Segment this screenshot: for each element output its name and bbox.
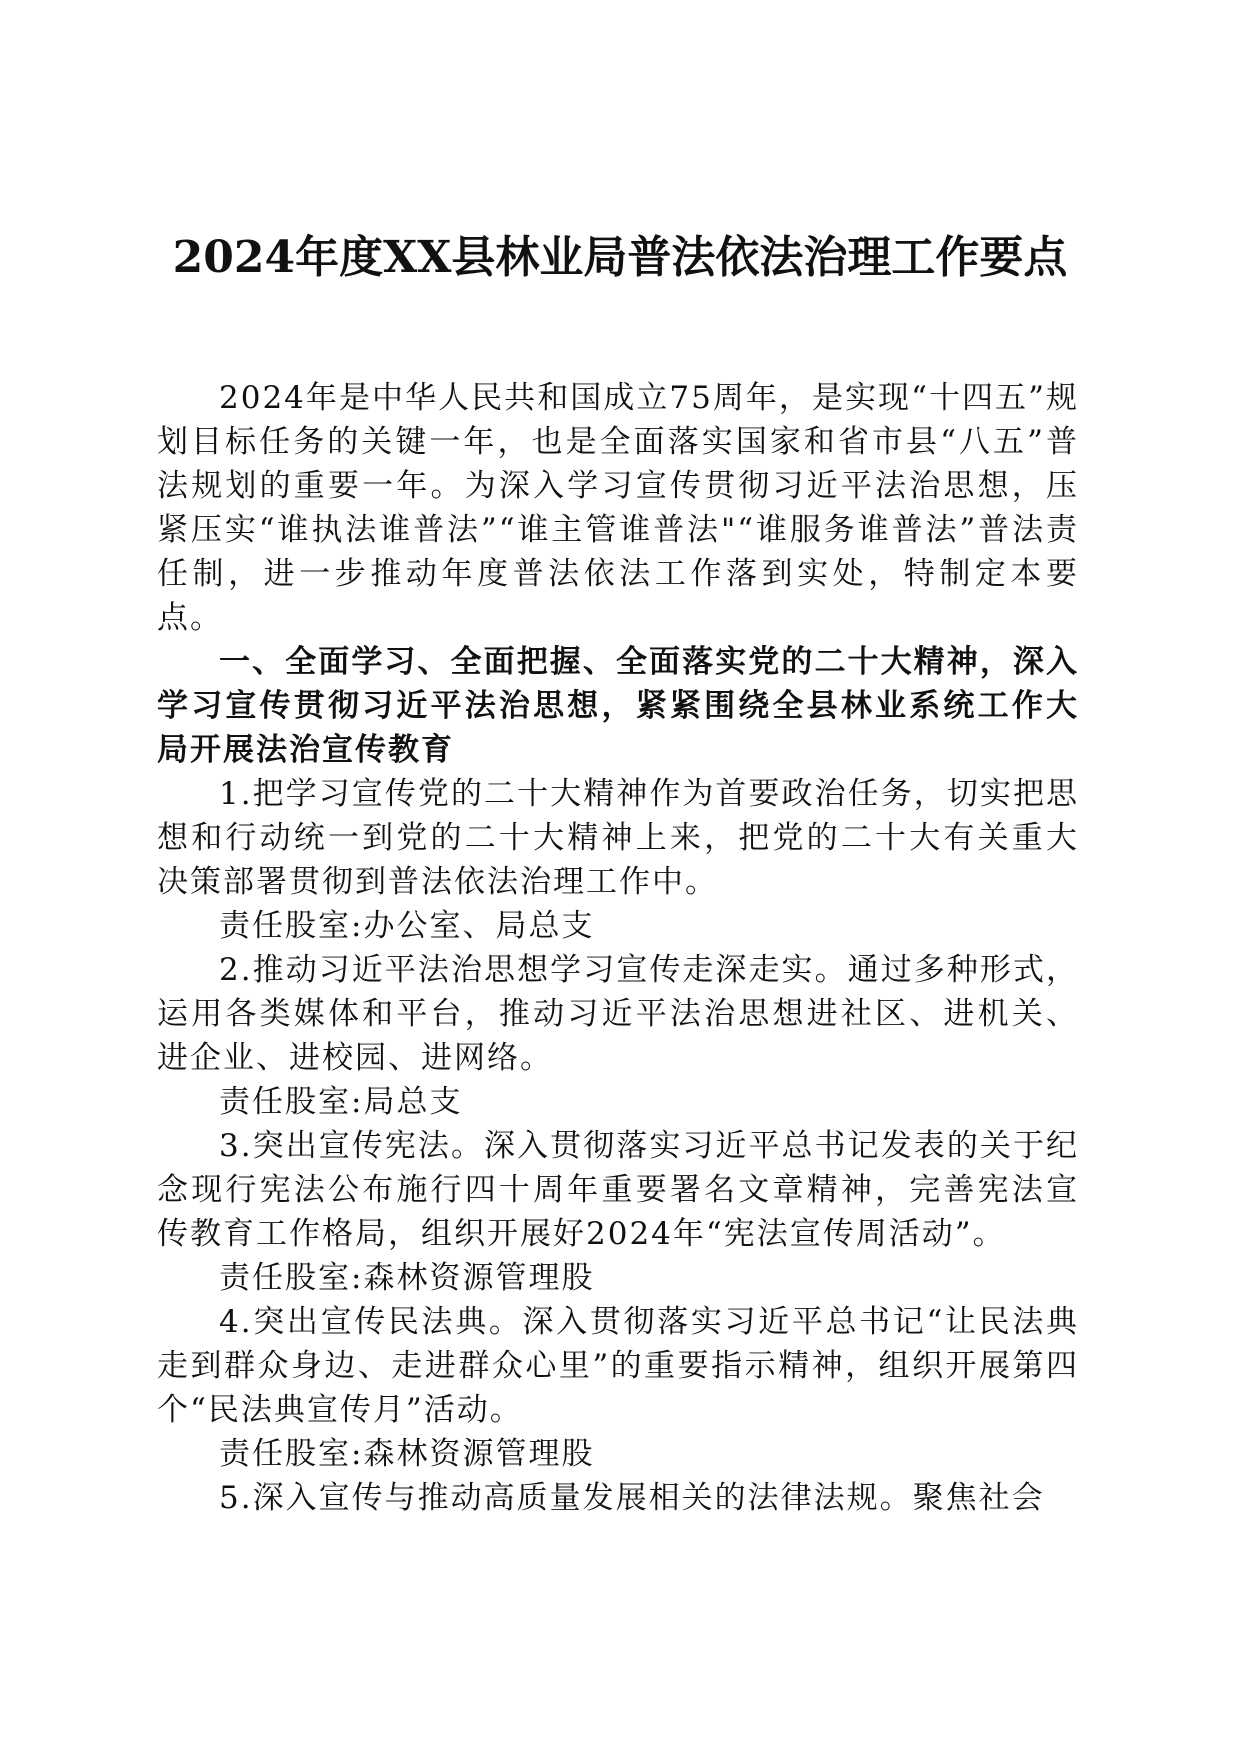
item-2-paragraph: 2.推动习近平法治思想学习宣传走深走实。通过多种形式，运用各类媒体和平台，推动习近平法治思想进社区、进机关、进企业、进校园、进网络。 (157, 952, 1079, 1076)
item-4-paragraph: 4.突出宣传民法典。深入贯彻落实习近平总书记“让民法典走到群众身边、走进群众心里”的重要指示精神，组织开展第四个“民法典宣传月”活动。 (157, 1304, 1079, 1428)
item-3-responsible: 责任股室:森林资源管理股 (219, 1260, 595, 1296)
intro-paragraph: 2024年是中华人民共和国成立75周年，是实现“十四五”规划目标任务的关键一年，也是全面落实国家和省市县“八五”普法规划的重要一年。为深入学习宣传贯彻习近平法治思想，压紧压实“谁执法谁普法”“谁主管谁普法"“谁服务谁普法”普法责任制，进一步推动年度普法依法工作落到实处，特制定本要点。 (157, 380, 1079, 636)
document-body (157, 376, 1079, 1520)
section-heading-1: 一、全面学习、全面把握、全面落实党的二十大精神，深入学习宣传贯彻习近平法治思想，紧紧围绕全县林业系统工作大局开展法治宣传教育 (157, 644, 1079, 768)
document-title: 2024年度XX县林业局普法依法治理工作要点 (172, 232, 1068, 283)
item-3-paragraph: 3.突出宣传宪法。深入贯彻落实习近平总书记发表的关于纪念现行宪法公布施行四十周年重要署名文章精神，完善宪法宣传教育工作格局，组织开展好2024年“宪法宣传周活动”。 (157, 1128, 1079, 1252)
item-4-responsible: 责任股室:森林资源管理股 (219, 1436, 595, 1472)
item-1-responsible: 责任股室:办公室、局总支 (219, 908, 595, 944)
item-5-paragraph: 5.深入宣传与推动高质量发展相关的法律法规。聚焦社会 (219, 1480, 1045, 1516)
item-2-responsible: 责任股室:局总支 (219, 1084, 463, 1120)
item-1-paragraph: 1.把学习宣传党的二十大精神作为首要政治任务，切实把思想和行动统一到党的二十大精神上来，把党的二十大有关重大决策部署贯彻到普法依法治理工作中。 (157, 776, 1079, 900)
